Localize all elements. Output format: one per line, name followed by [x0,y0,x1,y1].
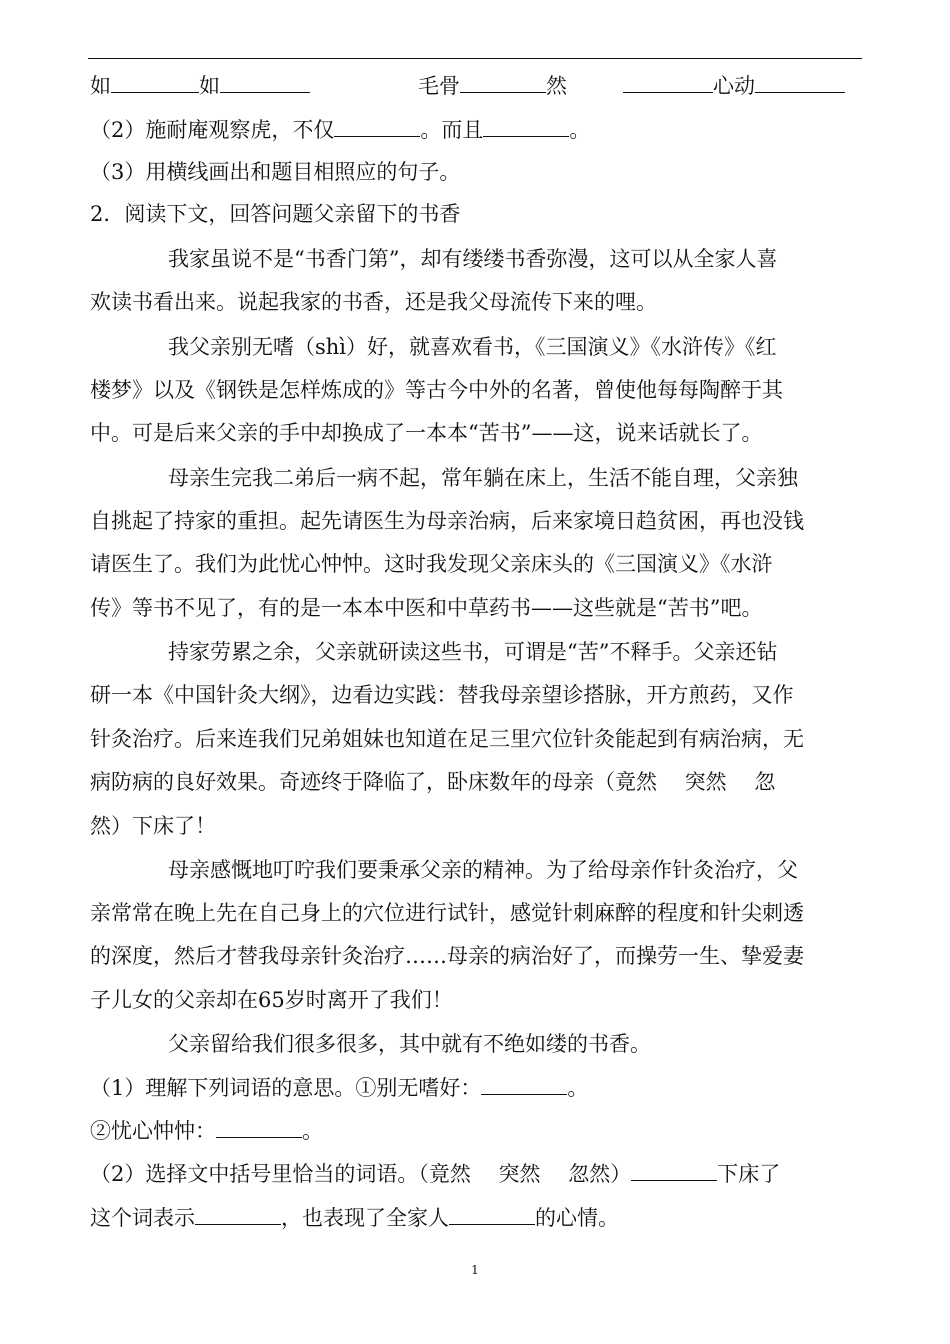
question-text: ，也表现了全家人 [281,1206,449,1230]
passage-p5-line1: 母亲感慨地叮咛我们要秉承父亲的精神。为了给母亲作针灸治疗，父 [168,858,798,882]
question-1-3: （3）用横线画出和题目相照应的句子。 [90,160,461,184]
answer-blank[interactable] [481,1074,567,1095]
passage-p5-line2: 亲常常在晚上先在自己身上的穴位进行试针，感觉针刺麻醉的程度和针尖刺透 [90,901,804,925]
question-text: 下床了 [717,1162,781,1186]
passage-p4-line2: 研一本《中国针灸大纲》，边看边实践：替我母亲望诊搭脉，开方煎药，又作 [90,683,794,707]
idiom-1-char-b: 如 [199,74,220,98]
passage-p2-line3: 中。可是后来父亲的手中却换成了一本本“苦书”——这，说来话就长了。 [90,421,763,445]
question-text: 。 [567,1076,589,1100]
question-text: （1）理解下列词语的意思。①别无嗜好： [90,1076,482,1100]
passage-p1-line2: 欢读书看出来。说起我家的书香，还是我父母流传下来的哩。 [90,290,657,314]
answer-blank[interactable] [195,1204,281,1225]
passage-p6: 父亲留给我们很多很多，其中就有不绝如缕的书香。 [168,1032,651,1056]
passage-p5-line3: 的深度，然后才替我母亲针灸治疗……母亲的病治好了，而操劳一生、挚爱妻 [90,944,804,968]
question-2-title: 2．阅读下文，回答问题父亲留下的书香 [90,202,461,226]
question-text: （2）选择文中括号里恰当的词语。（竟然 突然 忽然） [90,1162,632,1186]
answer-blank[interactable] [631,1160,717,1181]
passage-p4-line3: 针灸治疗。后来连我们兄弟姐妹也知道在足三里穴位针灸能起到有病治病，无 [90,727,804,751]
question-2-1a [90,1074,588,1102]
passage-p3-line4: 传》等书不见了，有的是一本本中医和中草药书——这些就是“苦书”吧。 [90,596,763,620]
passage-p3-line2: 自挑起了持家的重担。起先请医生为母亲治病，后来家境日趋贫困，再也没钱 [90,509,804,533]
header-rule [88,58,862,59]
question-2-1b [90,1117,323,1145]
q1-1-blanks-row [90,72,845,100]
passage-p1-line1: 我家虽说不是“书香门第”，却有缕缕书香弥漫，这可以从全家人喜 [168,247,778,271]
answer-blank[interactable] [334,116,420,137]
passage-p2-line1: 我父亲别无嗜（shì）好，就喜欢看书，《三国演义》《水浒传》《红 [168,335,777,359]
question-text: 这个词表示 [90,1206,195,1230]
answer-blank[interactable] [449,1204,535,1225]
question-2-2a [90,1160,780,1188]
question-text: ②忧心忡忡： [90,1119,216,1143]
passage-p2-line2: 楼梦》以及《钢铁是怎样炼成的》等古今中外的名著，曾使他每每陶醉于其 [90,378,783,402]
passage-p4-line1: 持家劳累之余，父亲就研读这些书，可谓是“苦”不释手。父亲还钻 [168,640,778,664]
answer-blank[interactable] [220,72,310,93]
answer-blank[interactable] [755,72,845,93]
answer-blank[interactable] [460,72,546,93]
passage-p4-line4: 病防病的良好效果。奇迹终于降临了，卧床数年的母亲（竟然 突然 忽 [90,770,776,794]
question-text: 。而且 [420,118,484,142]
passage-p5-line4: 子儿女的父亲却在65岁时离开了我们！ [90,988,453,1012]
passage-p3-line3: 请医生了。我们为此忧心忡忡。这时我发现父亲床头的《三国演义》《水浒 [90,552,773,576]
answer-blank[interactable] [623,72,713,93]
answer-blank[interactable] [483,116,569,137]
question-1-2 [90,116,590,144]
answer-blank[interactable] [216,1117,302,1138]
question-text: （2）施耐庵观察虎，不仅 [90,118,335,142]
idiom-1-char-a: 如 [90,74,111,98]
question-2-2b [90,1204,619,1232]
idiom-2-end: 然 [546,74,567,98]
question-text: 。 [569,118,591,142]
passage-p3-line1: 母亲生完我二弟后一病不起，常年躺在床上，生活不能自理，父亲独 [168,466,798,490]
question-text: 。 [302,1119,323,1143]
question-text: 的心情。 [535,1206,619,1230]
page-number: 1 [471,1263,479,1277]
idiom-3-text: 心动 [713,74,755,98]
idiom-2-text: 毛骨 [418,74,460,98]
passage-p4-line5: 然）下床了！ [90,814,216,838]
answer-blank[interactable] [111,72,199,93]
